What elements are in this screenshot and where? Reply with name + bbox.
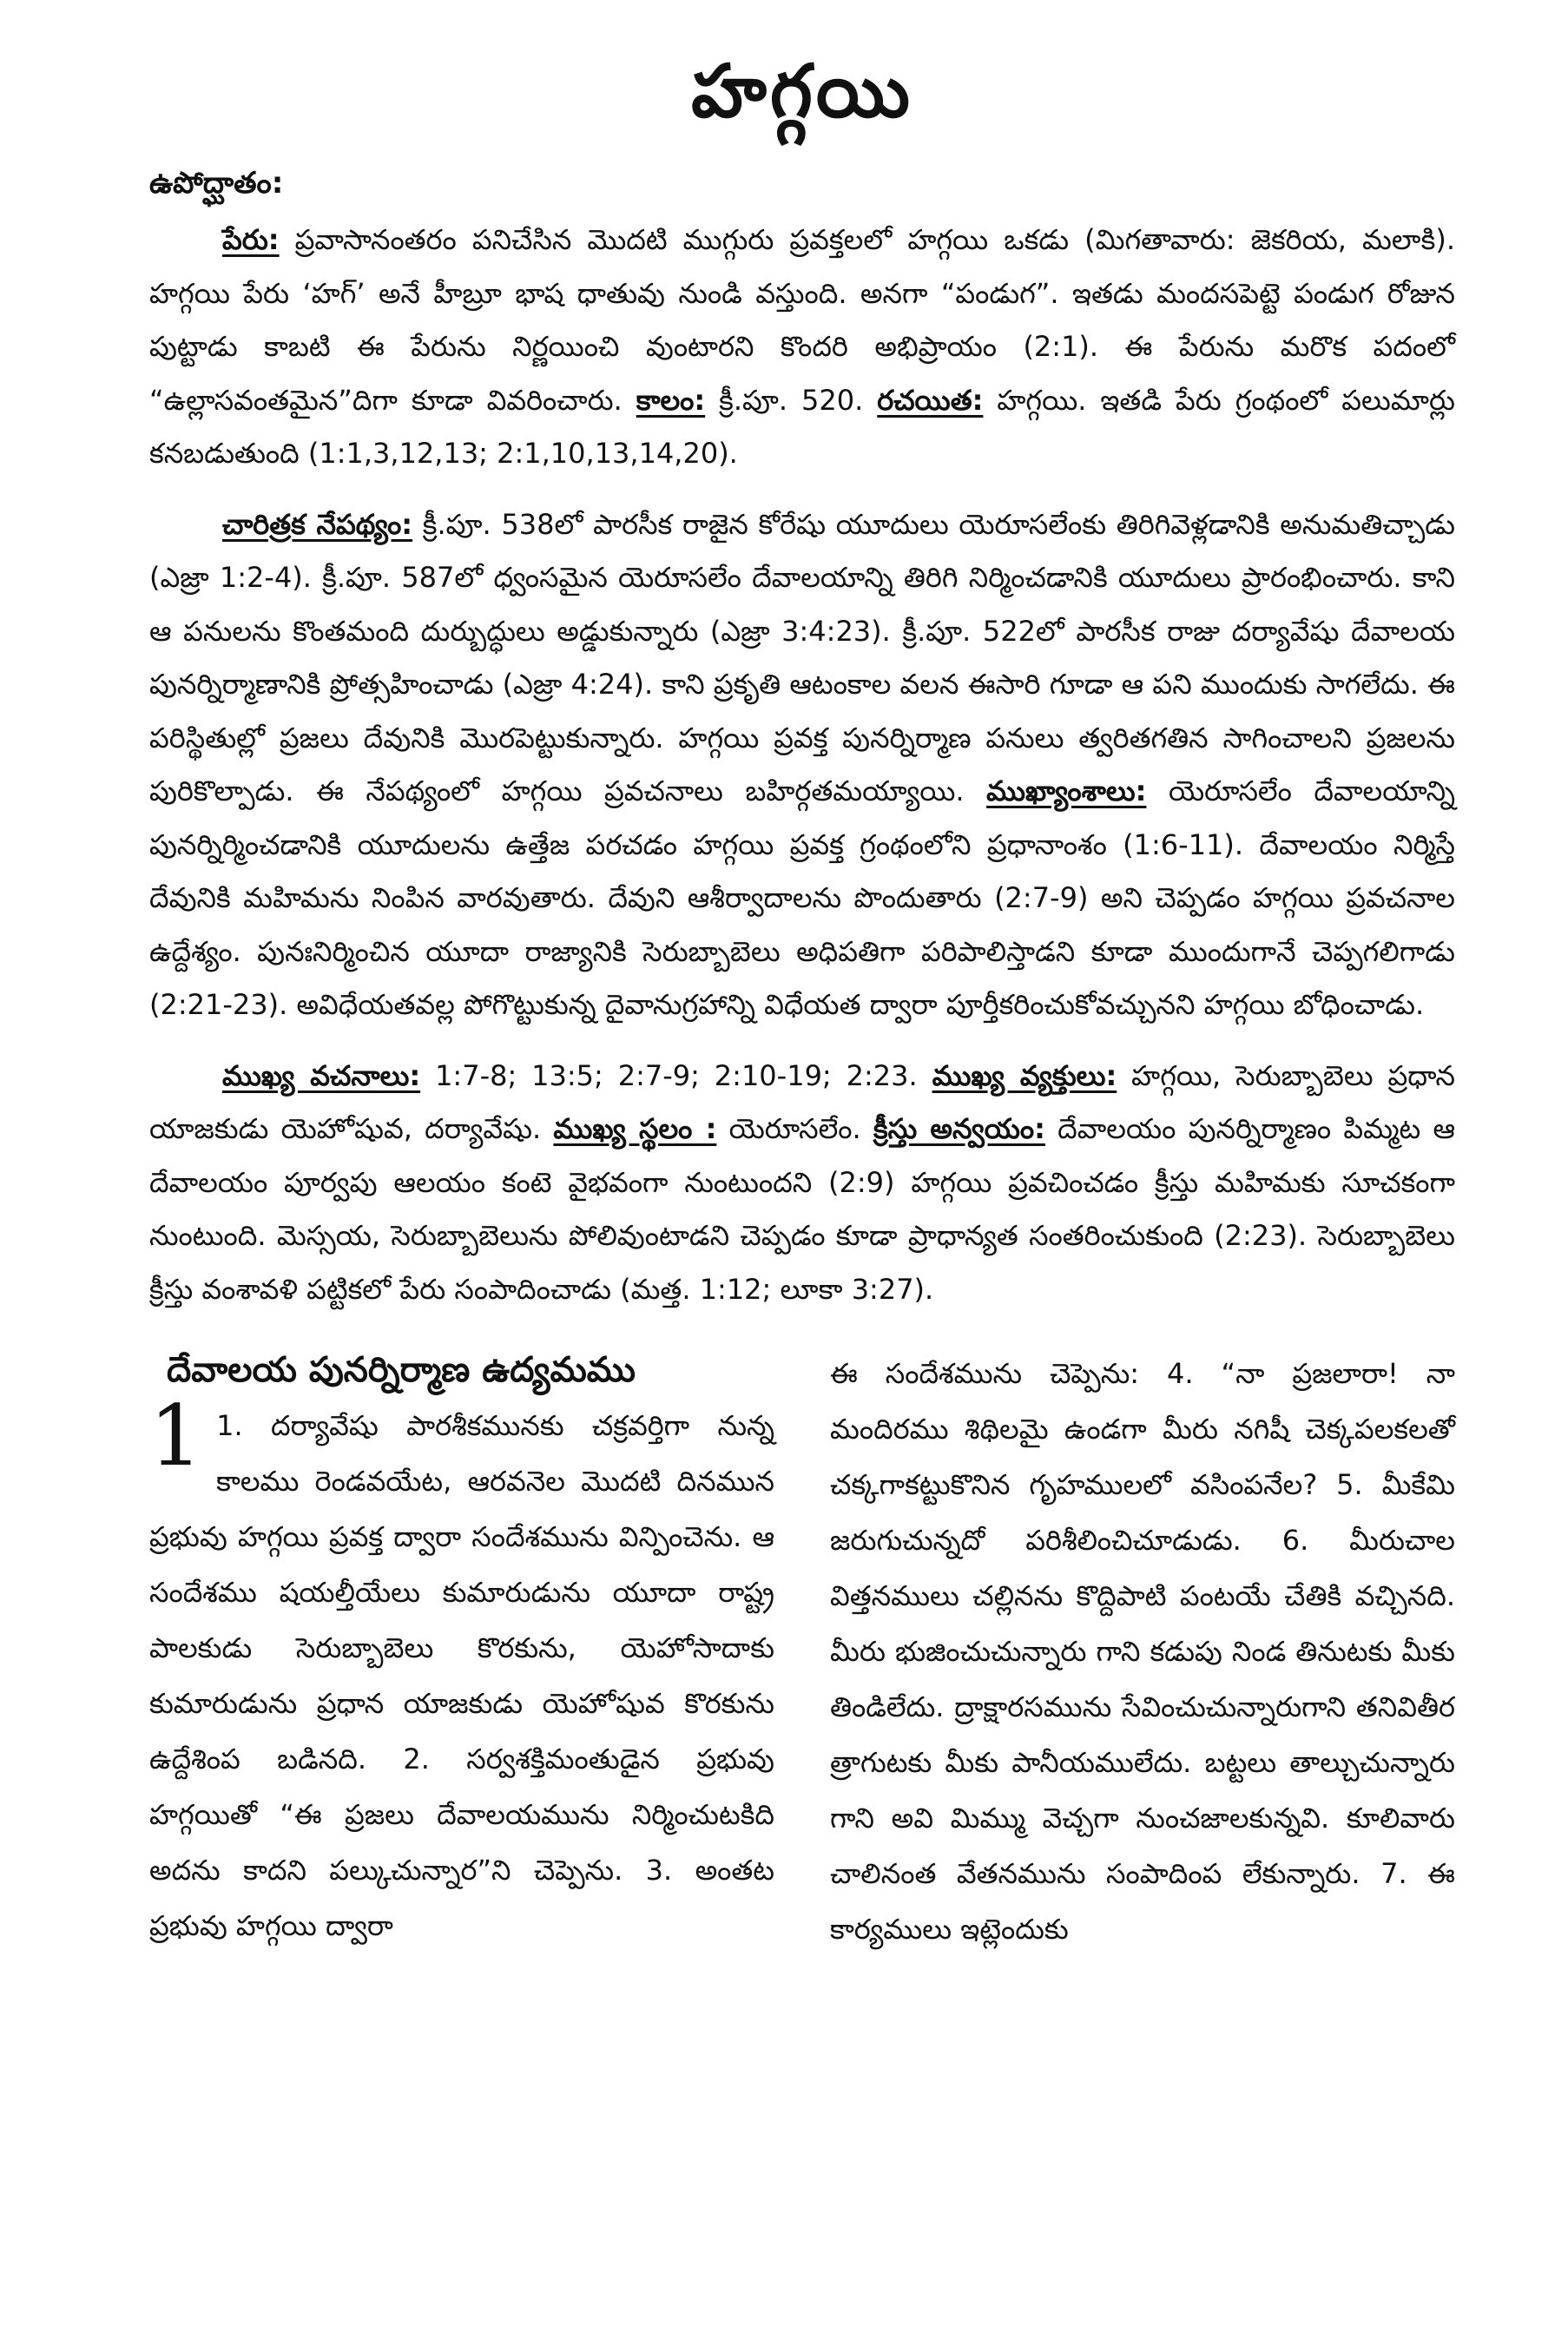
label-name: పేరు: bbox=[222, 223, 280, 256]
book-title: హగ్గయి bbox=[691, 49, 913, 134]
label-themes: ముఖ్యాంశాలు: bbox=[986, 774, 1147, 807]
label-key-persons: ముఖ్య వ్యక్తులు: bbox=[932, 1058, 1117, 1092]
text-key-place: యెరూసలేం. bbox=[716, 1112, 873, 1145]
label-author: రచయిత: bbox=[877, 383, 984, 417]
text-themes: యెరూసలేం దేవాలయాన్ని పునర్నిర్మించడానికి యూదులను ఉత్తేజ పరచడం హగ్గయి ప్రవక్త గ్రంథంలోని ప్రధానాంశం (1:6-11). దేవాలయం నిర్మిస్తే దేవునికి మహిమను నింపిన వారవుతారు. దేవుని ఆశీర్వాదాలను పొందుతారు (2:7-9) అని చెప్పడం హగ్గయి ప్రవచనాల ఉద్దేశ్యం. పునఃనిర్మించిన యూదా రాజ్యానికి సెరుబ్బాబెలు అధిపతిగా పరిపాలిస్తాడని కూడా ముందుగానే చెప్పగలిగాడు (2:21-23). అవిధేయతవల్ల పోగొట్టుకున్న దైవానుగ్రహాన్ని విధేయత ద్వారా పూర్తీకరించుకోవచ్చునని హగ్గయి బోధించాడు. bbox=[149, 774, 1455, 1021]
text-key-persons: హగ్గయి, సెరుబ్బాబెలు ప్రధాన యాజకుడు యెహోషువ, దర్యావేషు. bbox=[149, 1058, 1456, 1145]
text-time: క్రీ.పూ. 520. bbox=[705, 383, 878, 417]
text-background: క్రీ.పూ. 538లో పారసీక రాజైన కోరేషు యూదులు యెరూసలేంకు తిరిగివెళ్లడానికి అనుమతిచ్చాడు (ఎజ్రా 1:2-4). క్రీ.పూ. 587లో ధ్వంసమైన యెరూసలేం దేవాలయాన్ని తిరిగి నిర్మించడానికి యూదులు ప్రారంభించారు. కాని ఆ పనులను కొంతమంది దుర్బుద్ధులు అడ్డుకున్నారు (ఎజ్రా 3:4:23). క్రీ.పూ. 522లో పారసీక రాజు దర్యావేషు దేవాలయ పునర్నిర్మాణానికి ప్రోత్సహించాడు (ఎజ్రా 4:24). కాని ప్రకృతి ఆటంకాల వలన ఈసారి గూడా ఆ పని ముందుకు సాగలేదు. ఈ పరిస్థితుల్లో ప్రజలు దేవునికి మొరపెట్టుకున్నారు. హగ్గయి ప్రవక్త పునర్నిర్మాణ పనులు త్వరితగతిన సాగించాలని ప్రజలను పురికొల్పాడు. ఈ నేపథ్యంలో హగ్గయి ప్రవచనాలు బహిర్గతమయ్యాయి. bbox=[149, 507, 1455, 807]
label-key-verses: ముఖ్య వచనాలు: bbox=[222, 1058, 421, 1092]
chapter-number: 1 bbox=[149, 1387, 203, 1485]
intro-paragraph-name bbox=[149, 214, 1455, 481]
left-column-text bbox=[149, 1387, 774, 1953]
intro-paragraph-background bbox=[149, 498, 1455, 1032]
text-name: ప్రవాసానంతరం పనిచేసిన మొదటి ముగ్గురు ప్రవక్తలలో హగ్గయి ఒకడు (మిగతావారు: జెకరియ, మలాకి). హగ్గయి పేరు ‘హగ్’ అనే హీబ్రూ భాష ధాతువు నుండి వస్తుంది. అనగా “పండుగ”. ఇతడు మందసపెట్టె పండుగ రోజున పుట్టాడు కాబటి ఈ పేరును నిర్ణయించి వుంటారని కొందరి అభిప్రాయం (2:1). ఈ పేరును మరొక పదంలో “ఉల్లాసవంతమైన”దిగా కూడా వివరించారు. bbox=[149, 223, 1455, 417]
intro-heading: ఉపోద్ఘాతం: bbox=[149, 166, 284, 201]
text-author: హగ్గయి. ఇతడి పేరు గ్రంథంలో పలుమార్లు కనబడుతుంది (1:1,3,12,13; 2:1,10,13,14,20). bbox=[149, 383, 1455, 470]
left-column-verses: 1. దర్యావేషు పారశీకమునకు చక్రవర్తిగా నున్న కాలము రెండవయేట, ఆరవనెల మొదటి దినమున ప్రభువు హగ్గయి ప్రవక్త ద్వారా సందేశమును విన్పించెను. ఆ సందేశము షయల్తీయేలు కుమారుడును యూదా రాష్ట్ర పాలకుడు సెరుబ్బాబెలు కొరకును, యెహోసాదాకు కుమారుడును ప్రధాన యాజకుడు యెహోషువ కొరకును ఉద్దేశింప బడినది. 2. సర్వశక్తిమంతుడైన ప్రభువు హగ్గయితో “ఈ ప్రజలు దేవాలయమును నిర్మించుటకిది అదను కాదని పల్కుచున్నార”ని చెప్పెను. 3. అంతట ప్రభువు హగ్గయి ద్వారా bbox=[149, 1409, 774, 1942]
label-background: చారిత్రక నేపథ్యం: bbox=[222, 507, 413, 541]
right-column-text: ఈ సందేశమును చెప్పెను: 4. “నా ప్రజలారా! నా మందిరము శిథిలమై ఉండగా మీరు నగిషీ చెక్కపలకలతో చక్కగాకట్టుకొనిన గృహములలో వసింపనేల? 5. మీకేమి జరుగుచున్నదో పరిశీలించిచూడుడు. 6. మీరుచాల విత్తనములు చల్లినను కొద్దిపాటి పంటయే చేతికి వచ్చినది. మీరు భుజించుచున్నారు గాని కడుపు నిండ తినుటకు మీకు తిండిలేదు. ద్రాక్షారసమును సేవించుచున్నారుగాని తనివితీర త్రాగుటకు మీకు పానీయములేదు. బట్టలు తాల్చుచున్నారు గాని అవి మిమ్ము వెచ్చగా నుంచజాలకున్నవి. కూలివారు చాలినంత వేతనమును సంపాదింప లేకున్నారు. 7. ఈ కార్యములు ఇట్లెందుకు bbox=[830, 1357, 1455, 1946]
intro-paragraph-key-facts bbox=[149, 1050, 1455, 1317]
label-time: కాలం: bbox=[636, 383, 706, 417]
right-column bbox=[830, 1346, 1455, 1957]
text-christ-application: దేవాలయం పునర్నిర్మాణం పిమ్మట ఆ దేవాలయం పూర్వపు ఆలయం కంటె వైభవంగా నుంటుందని (2:9) హగ్గయి ప్రవచించడం క్రీస్తు మహిమకు సూచకంగా నుంటుంది. మెస్సయ, సెరుబ్బాబెలును పోలివుంటాడని చెప్పడం కూడా ప్రాధాన్యత సంతరించుకుంది (2:23). సెరుబ్బాబెలు క్రీస్తు వంశావళి పట్టికలో పేరు సంపాదించాడు (మత్త. 1:12; లూకా 3:27). bbox=[149, 1112, 1455, 1306]
text-key-verses: 1:7-8; 13:5; 2:7-9; 2:10-19; 2:23. bbox=[420, 1058, 932, 1092]
label-key-place: ముఖ్య స్థలం : bbox=[553, 1112, 717, 1145]
label-christ-application: క్రీస్తు అన్వయం: bbox=[873, 1112, 1045, 1145]
left-column bbox=[149, 1346, 774, 1957]
scripture-columns bbox=[149, 1346, 1455, 1957]
section-heading: దేవాలయ పునర్నిర్మాణ ఉద్యమము bbox=[167, 1350, 636, 1390]
